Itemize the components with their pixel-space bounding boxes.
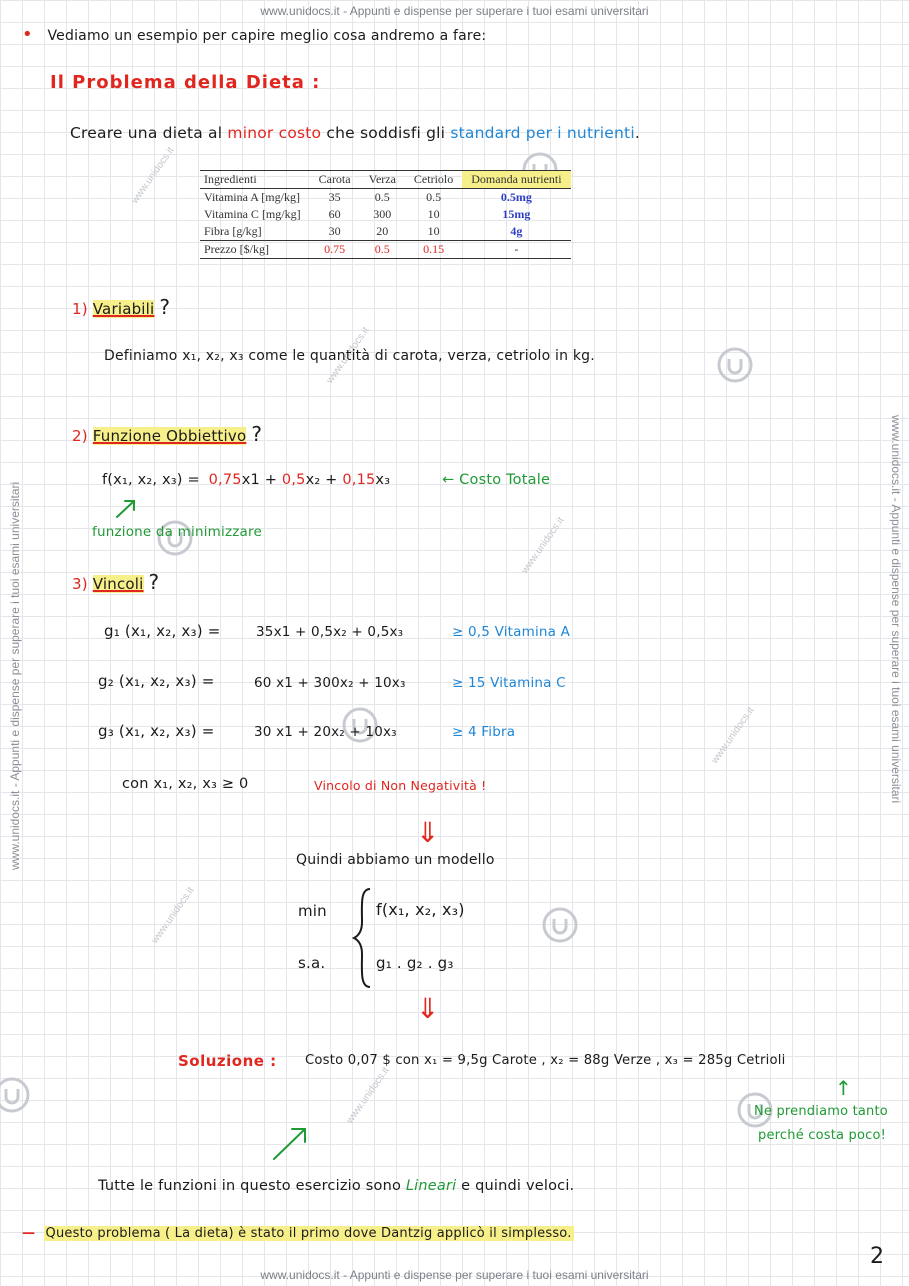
constraint-g2-rhs: 60 x1 + 300x₂ + 10x₃ [254, 675, 406, 691]
table-row [200, 206, 571, 223]
goal-min-cost: minor costo [227, 124, 322, 142]
bullet-icon: • [22, 24, 33, 45]
table-row-price [200, 241, 571, 259]
section-title: Variabili [92, 300, 155, 318]
table-header: Cetriolo [405, 171, 462, 189]
constraint-g1-rhs: 35x1 + 0,5x₂ + 0,5x₃ [256, 624, 404, 640]
table-cell: 10 [427, 207, 440, 221]
table-cell: Fibra [g/kg] [204, 224, 262, 238]
objective-lhs: f(x₁, x₂, x₃) = [102, 472, 200, 488]
arrow-up-right-icon [114, 496, 140, 520]
final-remark-text: Questo problema ( La dieta) è stato il primo dove Dantzig applicò il simplesso. [45, 1226, 572, 1241]
question-mark: ? [159, 295, 171, 319]
table-cell: 300 [373, 207, 392, 221]
table-row [200, 189, 571, 207]
constraint-g3-lhs: g₃ (x₁, x₂, x₃) = [98, 722, 215, 740]
goal-line [70, 124, 640, 142]
table-cell: Prezzo [$/kg] [200, 241, 310, 259]
goal-text-start: Creare una dieta al [70, 124, 223, 142]
model-subject-to: s.a. [298, 954, 326, 972]
watermark-diagonal: www.unidocs.it [129, 145, 177, 206]
intro-text: Vediamo un esempio per capire meglio cosa andremo a fare: [47, 28, 487, 44]
goal-standards: standard per i nutrienti [450, 124, 635, 142]
nutrient-table-wrap [200, 170, 571, 259]
page-number: 2 [870, 1244, 885, 1269]
linear-remark-end: e quindi veloci. [461, 1178, 575, 1194]
table-cell: 0.5 [374, 190, 390, 204]
intro-line [22, 24, 486, 45]
table-header: Verza [360, 171, 405, 189]
section-objective-heading [72, 422, 262, 446]
goal-period: . [634, 124, 640, 142]
solution-note-line2: perché costa poco! [758, 1128, 887, 1143]
non-negativity-note: Vincolo di Non Negatività ! [314, 778, 487, 793]
coefficient-cucumber: 0,15 [342, 472, 376, 488]
table-header-row [200, 171, 571, 189]
table-cell: 20 [376, 224, 389, 238]
constraint-g1-lhs: g₁ (x₁, x₂, x₃) = [104, 622, 221, 640]
table-header: Domanda nutrienti [462, 171, 570, 189]
table-cell: 30 [328, 224, 341, 238]
table-header: Ingredienti [200, 171, 310, 189]
double-arrow-down-icon: ⇓ [416, 816, 440, 849]
watermark-diagonal: www.unidocs.it [149, 885, 197, 946]
unidocs-logo-icon [0, 1075, 32, 1115]
objective-term: x1 + [241, 472, 278, 488]
constraint-g1-bound: ≥ 0,5 Vitamina A [452, 624, 571, 640]
minimize-note: funzione da minimizzare [92, 524, 262, 540]
arrow-left-icon: ← [442, 472, 455, 488]
table-cell: 0.15 [405, 241, 462, 259]
dash-icon: — [22, 1226, 36, 1241]
solution-text: Costo 0,07 $ con x₁ = 9,5g Carote , x₂ = 88g Verze , x₃ = 285g Cetrioli [305, 1053, 786, 1068]
goal-text-mid: che soddisfi gli [326, 124, 446, 142]
objective-term: x₃ [375, 472, 391, 488]
arrow-up-icon: ↑ [835, 1076, 852, 1100]
page-title: Il Problema della Dieta : [50, 72, 321, 93]
table-cell: 10 [427, 224, 440, 238]
table-row [200, 223, 571, 241]
objective-function [102, 472, 390, 488]
non-negativity-condition: con x₁, x₂, x₃ ≥ 0 [122, 776, 249, 792]
linear-word: Lineari [405, 1178, 457, 1194]
coefficient-cabbage: 0,5 [281, 472, 306, 488]
total-cost-label: Costo Totale [459, 472, 551, 488]
section-constraints-heading [72, 570, 159, 594]
watermark-diagonal: www.unidocs.it [324, 325, 372, 386]
coefficient-carrot: 0,75 [208, 472, 242, 488]
constraint-g3-bound: ≥ 4 Fibra [452, 724, 516, 740]
section-title: Funzione Obbiettivo [92, 427, 247, 445]
watermark-bottom: www.unidocs.it - Appunti e dispense per superare i tuoi esami universitari [260, 1268, 649, 1282]
model-min: min [298, 902, 327, 920]
watermark-diagonal: www.unidocs.it [709, 705, 757, 766]
question-mark: ? [148, 570, 160, 594]
constraint-g3-rhs: 30 x1 + 20x₂ + 10x₃ [254, 724, 397, 740]
total-cost-annotation [442, 472, 550, 488]
section-title: Vincoli [92, 575, 144, 593]
watermark-left: www.unidocs.it - Appunti e dispense per superare i tuoi esami universitari [8, 481, 22, 870]
model-intro: Quindi abbiamo un modello [296, 852, 495, 868]
model-objective: f(x₁, x₂, x₃) [376, 900, 465, 919]
unidocs-logo-icon [540, 905, 580, 945]
left-brace-icon [352, 886, 374, 990]
arrow-up-right-icon [270, 1124, 310, 1162]
section-variables-heading [72, 295, 170, 319]
section-number: 1) [72, 300, 88, 318]
watermark-right: www.unidocs.it - Appunti e dispense per superare i tuoi esami universitari [889, 415, 903, 804]
solution-note-line1: Ne prendiamo tanto [754, 1104, 888, 1119]
question-mark: ? [251, 422, 263, 446]
variables-definition: Definiamo x₁, x₂, x₃ come le quantità di carota, verza, cetriolo in kg. [104, 348, 595, 364]
table-cell: 60 [328, 207, 341, 221]
objective-term: x₂ + [305, 472, 338, 488]
table-cell: 0.5mg [500, 190, 532, 204]
unidocs-logo-icon [715, 345, 755, 385]
double-arrow-down-icon: ⇓ [416, 992, 440, 1025]
nutrient-table [200, 170, 571, 259]
watermark-top: www.unidocs.it - Appunti e dispense per superare i tuoi esami universitari [260, 4, 649, 18]
constraint-g2-bound: ≥ 15 Vitamina C [452, 675, 566, 691]
watermark-diagonal: www.unidocs.it [344, 1065, 392, 1126]
table-cell: 0.5 [360, 241, 405, 259]
table-cell: Vitamina C [mg/kg] [204, 207, 301, 221]
model-constraints: g₁ . g₂ . g₃ [376, 954, 454, 972]
table-cell: 0.75 [310, 241, 360, 259]
table-cell: 0.5 [426, 190, 442, 204]
table-cell: 15mg [502, 207, 531, 221]
table-cell: Vitamina A [mg/kg] [204, 190, 300, 204]
linear-remark [98, 1178, 574, 1194]
section-number: 2) [72, 427, 88, 445]
solution-label: Soluzione : [178, 1052, 277, 1070]
table-header: Carota [310, 171, 360, 189]
final-remark [22, 1226, 574, 1241]
section-number: 3) [72, 575, 88, 593]
table-cell: 35 [328, 190, 341, 204]
table-cell: - [462, 241, 570, 259]
watermark-diagonal: www.unidocs.it [519, 515, 567, 576]
table-cell: 4g [510, 224, 523, 238]
linear-remark-start: Tutte le funzioni in questo esercizio sono [98, 1178, 402, 1194]
constraint-g2-lhs: g₂ (x₁, x₂, x₃) = [98, 672, 215, 690]
